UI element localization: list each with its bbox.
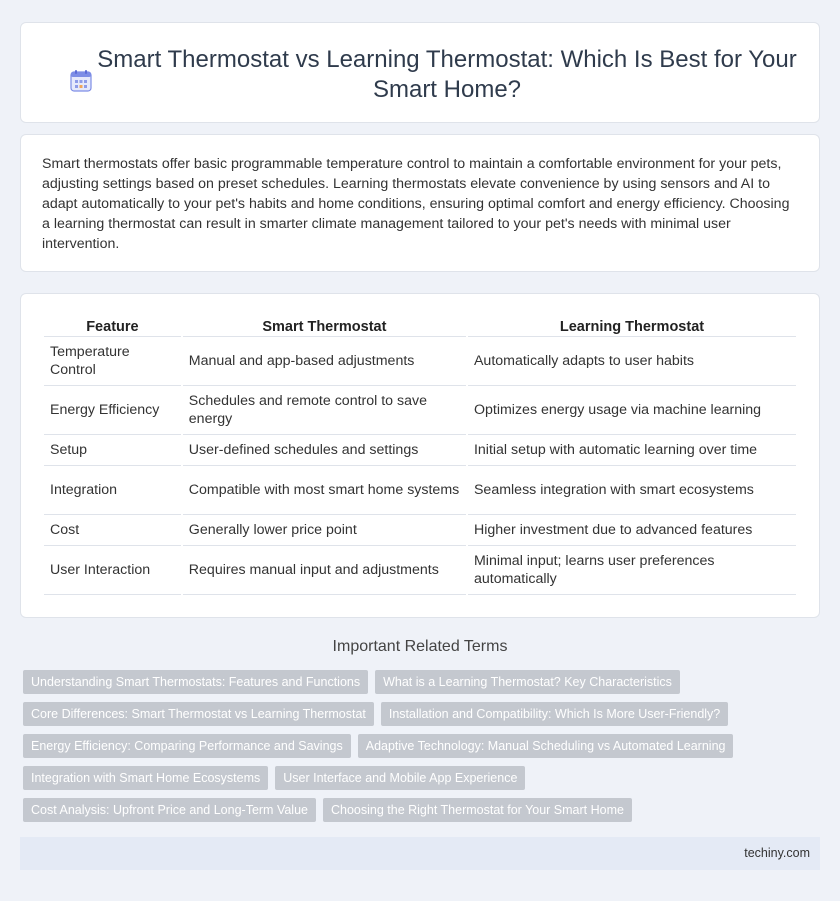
related-term-link[interactable]: Core Differences: Smart Thermostat vs Learning Thermostat <box>23 702 374 726</box>
smart-cell: Compatible with most smart home systems <box>183 466 466 515</box>
smart-cell: Requires manual input and adjustments <box>183 546 466 595</box>
smart-cell: Schedules and remote control to save energy <box>183 386 466 435</box>
comparison-table-card <box>20 293 820 618</box>
smart-cell: Generally lower price point <box>183 515 466 546</box>
related-term-link[interactable]: What is a Learning Thermostat? Key Characteristics <box>375 670 680 694</box>
learning-cell: Automatically adapts to user habits <box>468 337 796 386</box>
related-term-link[interactable]: Cost Analysis: Upfront Price and Long-Term Value <box>23 798 316 822</box>
table-row <box>44 435 796 466</box>
title-card <box>20 22 820 123</box>
comparison-table <box>42 315 798 595</box>
table-row <box>44 337 796 386</box>
related-term-link[interactable]: Choosing the Right Thermostat for Your Smart Home <box>323 798 632 822</box>
feature-cell: User Interaction <box>44 546 181 595</box>
intro-paragraph: Smart thermostats offer basic programmable temperature control to maintain a comfortable environment for your pets, adjusting settings based on preset schedules. Learning thermostats elevate convenience by using sensors and AI to adapt automatically to your pet's habits and home conditions, ensuring optimal comfort and energy efficiency. Choosing a learning thermostat can result in smarter climate management tailored to your pet's needs with minimal user intervention. <box>42 156 790 252</box>
footer-site-link[interactable]: techiny.com <box>744 846 810 860</box>
feature-cell: Setup <box>44 435 181 466</box>
header-smart-thermostat: Smart Thermostat <box>183 315 466 337</box>
footer <box>20 837 820 870</box>
related-term-link[interactable]: Integration with Smart Home Ecosystems <box>23 766 268 790</box>
related-term-link[interactable]: Installation and Compatibility: Which Is More User-Friendly? <box>381 702 728 726</box>
feature-cell: Integration <box>44 466 181 515</box>
table-row <box>44 546 796 595</box>
learning-cell: Seamless integration with smart ecosystems <box>468 466 796 515</box>
learning-cell: Initial setup with automatic learning over time <box>468 435 796 466</box>
header-learning-thermostat: Learning Thermostat <box>468 315 796 337</box>
related-term-link[interactable]: Adaptive Technology: Manual Scheduling vs Automated Learning <box>358 734 734 758</box>
header-feature: Feature <box>44 315 181 337</box>
table-row <box>44 466 796 515</box>
page-title: Smart Thermostat vs Learning Thermostat: Which Is Best for Your Smart Home? <box>97 46 797 103</box>
table-row <box>44 386 796 435</box>
learning-cell: Minimal input; learns user preferences automatically <box>468 546 796 595</box>
related-terms-heading: Important Related Terms <box>332 638 508 655</box>
feature-cell: Cost <box>44 515 181 546</box>
learning-cell: Optimizes energy usage via machine learning <box>468 386 796 435</box>
calendar-icon <box>69 69 93 93</box>
smart-cell: User-defined schedules and settings <box>183 435 466 466</box>
table-row <box>44 515 796 546</box>
related-terms-list <box>23 670 813 822</box>
related-term-link[interactable]: User Interface and Mobile App Experience <box>275 766 525 790</box>
feature-cell: Temperature Control <box>44 337 181 386</box>
related-term-link[interactable]: Energy Efficiency: Comparing Performance and Savings <box>23 734 351 758</box>
smart-cell: Manual and app-based adjustments <box>183 337 466 386</box>
feature-cell: Energy Efficiency <box>44 386 181 435</box>
related-term-link[interactable]: Understanding Smart Thermostats: Features and Functions <box>23 670 368 694</box>
learning-cell: Higher investment due to advanced features <box>468 515 796 546</box>
table-header-row <box>44 315 796 337</box>
intro-card <box>20 134 820 272</box>
